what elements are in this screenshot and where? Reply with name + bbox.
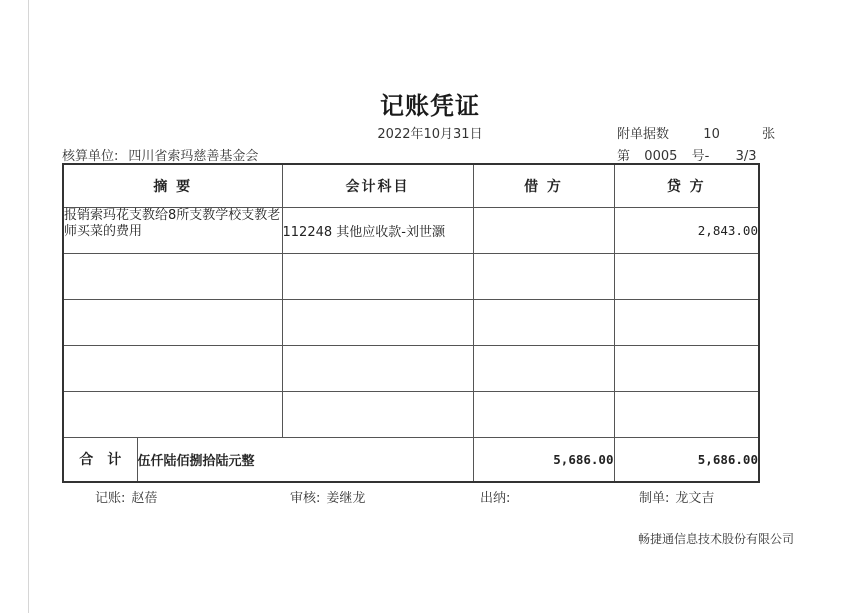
entry-subject (282, 254, 473, 300)
accounting-unit-label: 核算单位: (62, 149, 119, 164)
entry-debit (473, 254, 614, 300)
entry-debit (473, 208, 614, 254)
voucher-title: 记账凭证 (380, 92, 480, 120)
voucher-table (62, 163, 760, 483)
entry-subject (282, 300, 473, 346)
entry-subject (282, 346, 473, 392)
entry-summary (63, 392, 282, 438)
table-row (63, 300, 759, 346)
bookkeeper-signature (95, 487, 157, 506)
voucher-number-line (617, 145, 757, 164)
entry-summary (63, 300, 282, 346)
entry-credit (614, 392, 759, 438)
entry-summary: 报销索玛花支教给8所支教学校支教老师买菜的费用 (63, 208, 282, 254)
total-credit: 5,686.00 (614, 438, 759, 482)
entry-debit (473, 392, 614, 438)
voucher-page: 3/3 (735, 149, 757, 164)
entry-subject (282, 392, 473, 438)
header-subject: 会计科目 (282, 164, 473, 208)
attachment-count-line (617, 123, 775, 142)
voucher-number: 0005 (644, 149, 678, 164)
attachment-label: 附单据数 (617, 127, 670, 142)
bookkeeper-name: 赵蓓 (131, 491, 158, 506)
maker-label: 制单: (639, 491, 670, 506)
table-row (63, 254, 759, 300)
maker-name: 龙文吉 (675, 491, 715, 506)
total-label-cell (63, 438, 137, 482)
bookkeeper-label: 记账: (95, 491, 126, 506)
total-label: 合计 (79, 452, 136, 469)
entry-credit: 2,843.00 (614, 208, 759, 254)
table-row (63, 346, 759, 392)
attachment-count: 10 (703, 127, 720, 142)
entry-credit (614, 346, 759, 392)
entry-credit (614, 254, 759, 300)
total-amount-in-words: 伍仟陆佰捌拾陆元整 (137, 438, 473, 482)
header-debit: 借 方 (473, 164, 614, 208)
entry-debit (473, 346, 614, 392)
voucher-date: 2022年10月31日 (377, 127, 483, 142)
reviewer-name: 姜继龙 (326, 491, 366, 506)
header-summary: 摘 要 (63, 164, 282, 208)
voucher-number-suffix: 号- (691, 149, 710, 164)
accounting-unit-line (62, 145, 258, 164)
cashier-signature (480, 487, 516, 506)
table-header-row (63, 164, 759, 208)
entry-debit (473, 300, 614, 346)
total-row (63, 438, 759, 482)
header-credit: 贷 方 (614, 164, 759, 208)
cashier-label: 出纳: (480, 491, 511, 506)
accounting-unit-name: 四川省索玛慈善基金会 (128, 149, 259, 164)
maker-signature (639, 487, 714, 506)
voucher-number-prefix: 第 (617, 149, 631, 164)
attachment-unit: 张 (762, 127, 776, 142)
entry-summary (63, 254, 282, 300)
table-row (63, 208, 759, 254)
reviewer-label: 审核: (290, 491, 321, 506)
software-company-name: 畅捷通信息技术股份有限公司 (637, 532, 794, 546)
entry-credit (614, 300, 759, 346)
reviewer-signature (290, 487, 365, 506)
table-row (63, 392, 759, 438)
entry-subject: 112248 其他应收款-刘世灏 (282, 208, 473, 254)
entry-summary (63, 346, 282, 392)
total-debit: 5,686.00 (473, 438, 614, 482)
